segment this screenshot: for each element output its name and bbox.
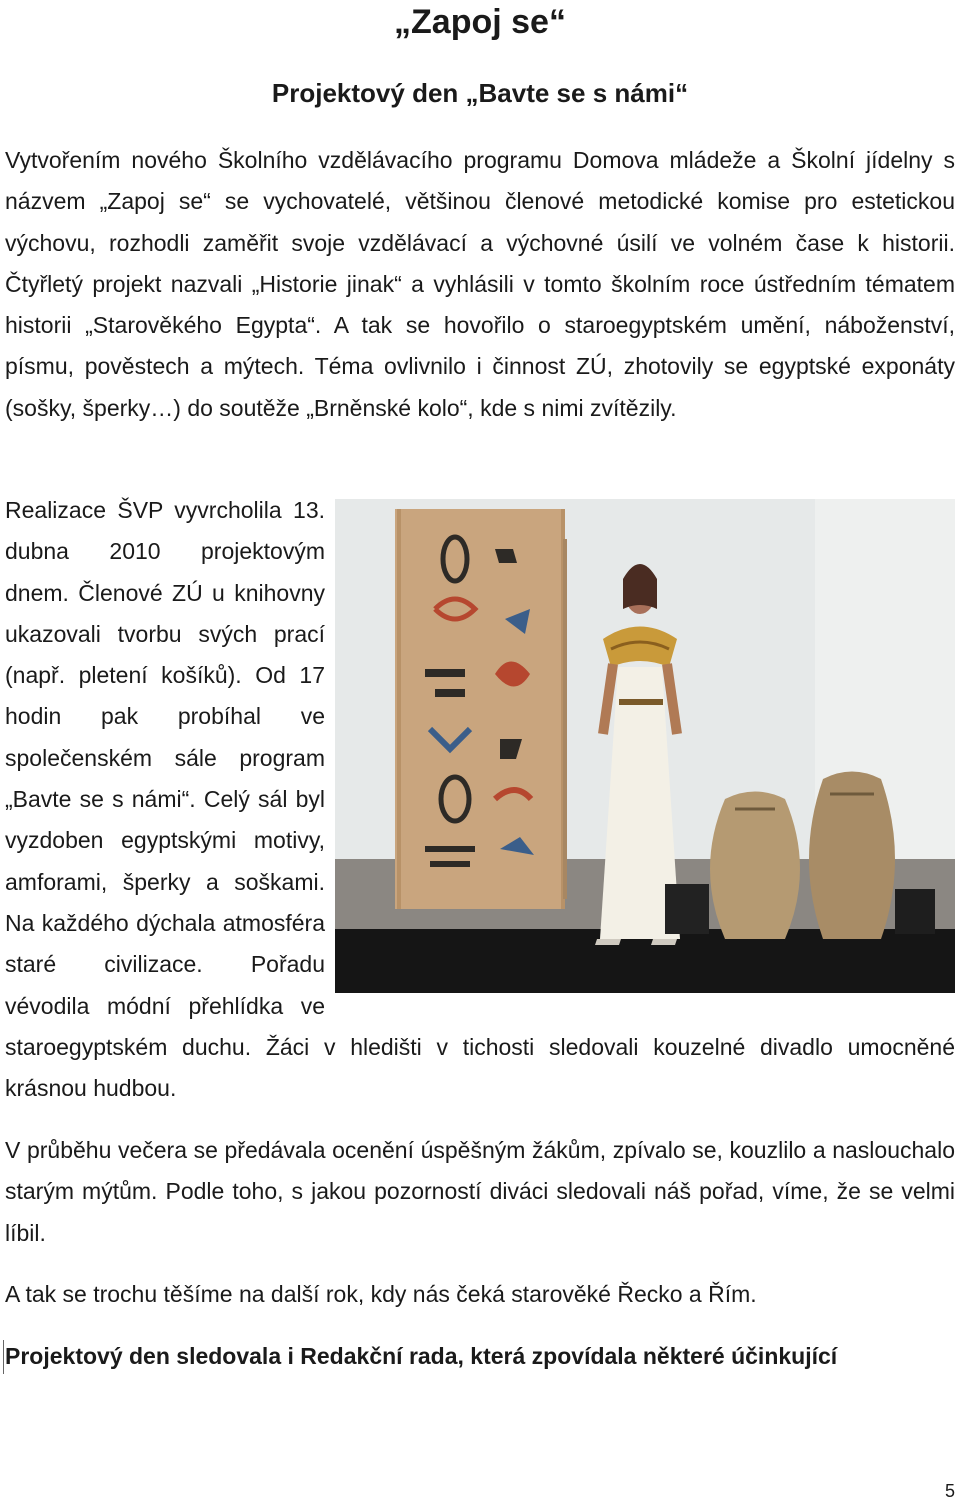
page-subtitle: Projektový den „Bavte se s námi“ xyxy=(271,78,689,108)
fashion-show-photo xyxy=(335,499,955,993)
paragraph-editorial-note: Projektový den sledovala i Redakční rada, která zpovídala některé účinkující xyxy=(5,1343,838,1369)
paragraph-next-year: A tak se trochu těšíme na další rok, kdy nás čeká starověké Řecko a Řím. xyxy=(5,1281,757,1307)
photo-illustration xyxy=(335,499,955,993)
paragraph-awards: V průběhu večera se předávala ocenění úspěšným žákům, zpívalo se, kouzlilo a naslouchalo starým mýtům. Podle toho, s jakou pozorností diváci sledovali náš pořad, víme, že se velmi líbil. xyxy=(5,1137,955,1246)
text-cursor xyxy=(3,1340,4,1374)
page-title: „Zapoj se“ xyxy=(394,3,566,41)
paragraph-event-text: Realizace ŠVP vyvrcholila 13. dubna 2010 projektovým dnem. Členové ZÚ u knihovny ukazovali tvorbu svých prací (např. pletení košíků). Od 17 hodin pak probíhal ve společenském sále program „Bavte se s námi“. Celý sál byl vyzdoben egyptskými motivy, amforami, šperky a soškami. Na každého dýchala atmosféra staré civilizace. Pořadu vévodila módní přehlídka ve staroegyptském duchu. Žáci v hledišti v tichosti sledovali kouzelné divadlo umocněné krásnou hudbou. xyxy=(5,497,955,1102)
paragraph-event xyxy=(5,490,955,1109)
page-number: 5 xyxy=(944,1481,955,1501)
paragraph-intro: Vytvořením nového Školního vzdělávacího programu Domova mládeže a Školní jídelny s názvem „Zapoj se“ se vychovatelé, většinou členové metodické komise pro estetickou výchovu, rozhodli zaměřit svoje vzdělávací a výchovné úsilí ve volném čase k historii. Čtyřletý projekt nazvali „Historie jinak“ a vyhlásili v tomto školním roce ústředním tématem historii „Starověkého Egypta“. A tak se hovořilo o staroegyptském umění, náboženství, písmu, pověstech a mýtech. Téma ovlivnilo i činnost ZÚ, zhotovily se egyptské exponáty (sošky, šperky…) do soutěže „Brněnské kolo“, kde s nimi zvítězily. xyxy=(5,147,955,421)
